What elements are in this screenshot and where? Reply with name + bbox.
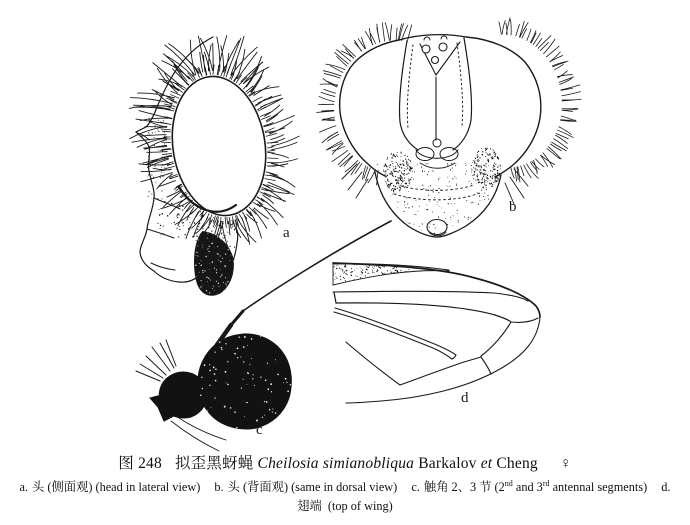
- panel-a-label: a: [283, 225, 290, 241]
- ocellus: [439, 43, 447, 51]
- lunule-center: [433, 139, 441, 147]
- antennal-socket-left: [416, 148, 434, 161]
- m2-vein: [481, 357, 491, 374]
- caption-subparts-line: [0, 477, 690, 495]
- caption-item-d-cn: 翅端: [297, 499, 322, 513]
- caption-item-d-en: (top of wing): [327, 499, 393, 513]
- cut-edge: [334, 292, 336, 303]
- spurious-vein: [334, 308, 456, 359]
- left-eye-outline: [340, 40, 399, 176]
- caption-item-d-key: d.: [661, 480, 671, 494]
- latin-species-name: Cheilosia simianobliqua: [257, 455, 415, 472]
- figure-caption: [0, 451, 690, 514]
- chinese-species-name: 拟歪黑蚜蝇: [174, 455, 254, 472]
- costa-vein: [333, 263, 540, 317]
- lunule-arcs: [416, 150, 458, 168]
- vertex-bumps: [424, 36, 447, 40]
- artist-mark-b: ƃ: [492, 173, 501, 186]
- author-1: Barkalov: [418, 455, 477, 472]
- right-eye-outline: [466, 37, 541, 177]
- arista-mid: [231, 311, 243, 325]
- r45-vein: [336, 303, 511, 322]
- antennal-socket-right: [440, 148, 458, 161]
- trailing-edge: [346, 317, 540, 403]
- dm-cu-crossvein: [464, 357, 481, 362]
- caption-item-a: a. 头 (侧面观) (head in lateral view): [19, 480, 201, 494]
- caption-item-b: b. 头 (背面观) (same in dorsal view): [214, 480, 398, 494]
- eye-margin-dotted: [407, 43, 462, 128]
- third-segment: [198, 334, 291, 429]
- figure-number: 图 248: [118, 455, 162, 472]
- caption-item-c: c. 触角 2、3 节 (2nd and 3rd antennal segments): [411, 478, 648, 494]
- caption-title-line: [0, 451, 690, 473]
- panel-c-label: c: [256, 422, 263, 438]
- r1-vein: [333, 291, 528, 301]
- antenna-drawing: [136, 221, 391, 451]
- head-dorsal-drawing: [307, 10, 592, 241]
- wing-tip-drawing: [331, 259, 540, 403]
- author-et: et: [480, 455, 493, 472]
- stigma-band: [333, 264, 449, 285]
- artist-mark-a: ƃ: [225, 262, 234, 275]
- panel-b-label: b: [509, 199, 517, 215]
- pedicel-bristles: [136, 340, 176, 381]
- ocellus: [422, 45, 430, 53]
- panel-d-label: d: [461, 390, 469, 406]
- female-symbol: ♀: [559, 455, 572, 472]
- head-lateral-drawing: [115, 25, 314, 301]
- author-2: Cheng: [496, 455, 538, 472]
- stipple-layer-b: [374, 146, 507, 241]
- m1-crossvein: [481, 322, 511, 356]
- caption-continuation-line: [0, 496, 690, 514]
- ocellus: [432, 57, 439, 64]
- tip-vein: [511, 318, 538, 322]
- cua-vein: [346, 342, 464, 385]
